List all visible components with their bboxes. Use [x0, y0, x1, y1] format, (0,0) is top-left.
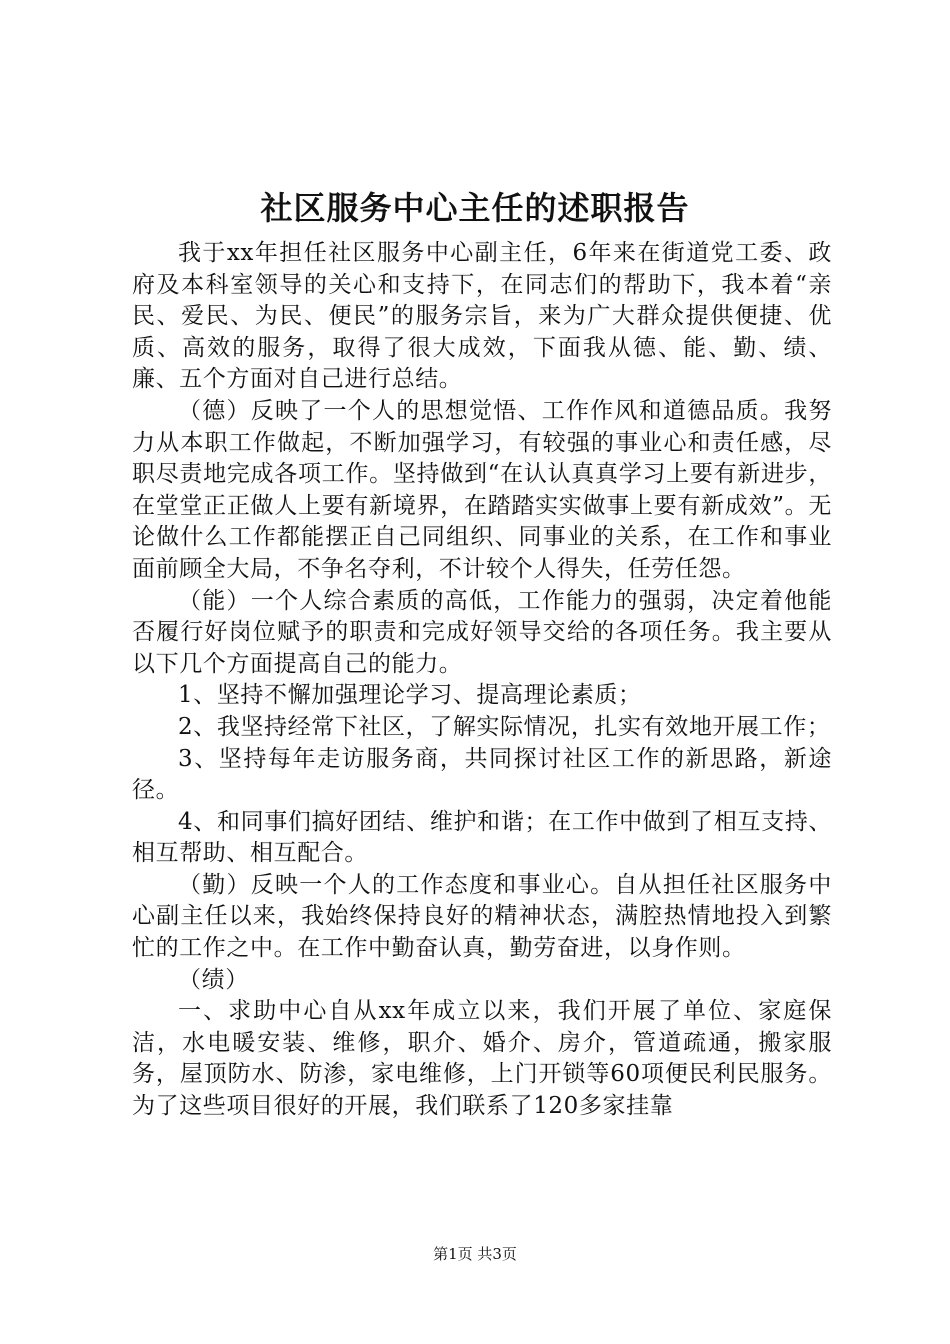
paragraph-de: （德）反映了一个人的思想觉悟、工作作风和道德品质。我努力从本职工作做起，不断加强学习，有较强的事业心和责任感，尽职尽责地完成各项工作。坚持做到“在认认真真学习上要有新进步，在堂堂正正做人上要有新境界，在踏踏实实做事上要有新成效”。无论做什么工作都能摆正自己同组织、同事业的关系，在工作和事业面前顾全大局，不争名夺利，不计较个人得失，任劳任怨。 [132, 397, 832, 582]
list-item-3: 3、坚持每年走访服务商，共同探讨社区工作的新思路，新途径。 [132, 745, 832, 804]
list-item-1: 1、坚持不懈加强理论学习、提高理论素质； [178, 682, 642, 709]
paragraph-qin: （勤）反映一个人的工作态度和事业心。自从担任社区服务中心副主任以来，我始终保持良好的精神状态，满腔热情地投入到繁忙的工作之中。在工作中勤奋认真，勤劳奋进，以身作则。 [132, 871, 832, 962]
list-item-2: 2、我坚持经常下社区，了解实际情况，扎实有效地开展工作； [178, 713, 831, 740]
page-footer: 第1页 共3页 [433, 1245, 517, 1263]
list-item-4: 4、和同事们搞好团结、维护和谐；在工作中做到了相互支持、相互帮助、相互配合。 [132, 808, 832, 867]
paragraph-neng: （能）一个人综合素质的高低，工作能力的强弱，决定着他能否履行好岗位赋予的职责和完成好领导交给的各项任务。我主要从以下几个方面提高自己的能力。 [132, 587, 832, 677]
heading-ji: （绩） [178, 966, 249, 993]
paragraph-ji-1: 一、求助中心自从xx年成立以来，我们开展了单位、家庭保洁，水电暖安装、维修，职介、婚介、房介，管道疏通，搬家服务，屋顶防水、防渗，家电维修，上门开锁等60项便民利民服务。为了这些项目很好的开展，我们联系了120多家挂靠 [132, 998, 832, 1120]
paragraph-intro: 我于xx年担任社区服务中心副主任，6年来在街道党工委、政府及本科室领导的关心和支持下，在同志们的帮助下，我本着“亲民、爱民、为民、便民”的服务宗旨，来为广大群众提供便捷、优质、高效的服务，取得了很大成效，下面我从德、能、勤、绩、廉、五个方面对自己进行总结。 [132, 240, 832, 393]
document-title: 社区服务中心主任的述职报告 [260, 189, 690, 227]
document-body [132, 238, 832, 1123]
